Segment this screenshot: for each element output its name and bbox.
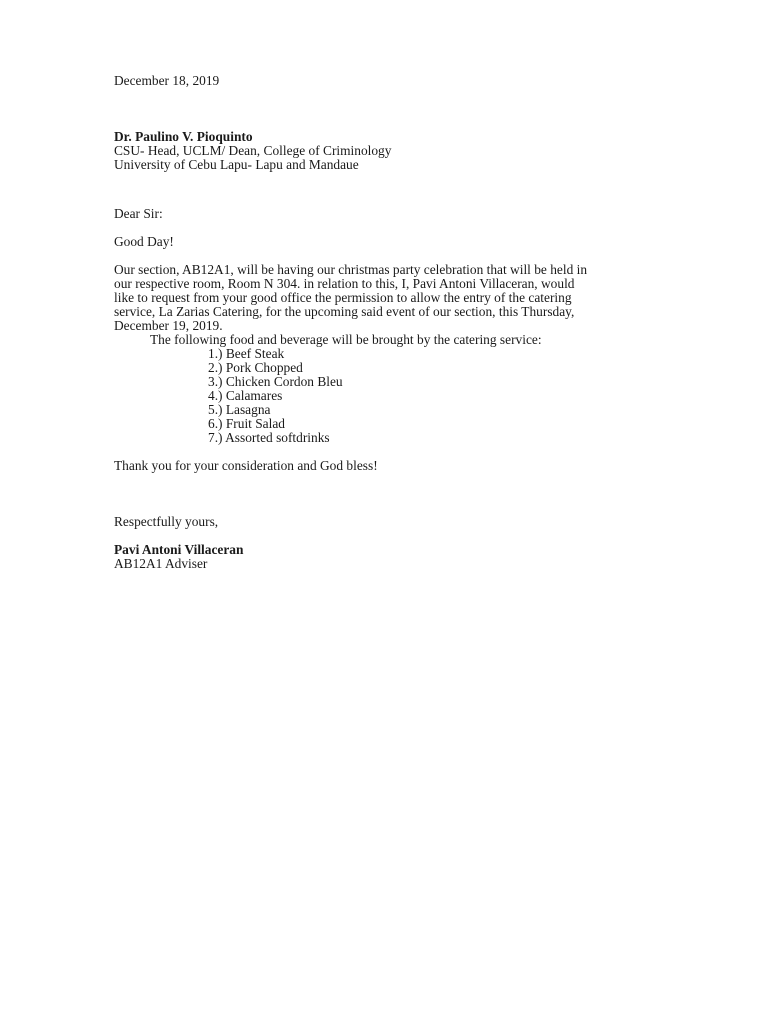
list-intro: The following food and beverage will be brought by the catering service: — [150, 332, 542, 347]
thanks-line: Thank you for your consideration and God bless! — [114, 458, 378, 473]
body-paragraph — [114, 263, 654, 333]
list-item: 7.) Assorted softdrinks — [208, 430, 330, 445]
recipient-position: CSU- Head, UCLM/ Dean, College of Criminology — [114, 143, 392, 158]
body-line: service, La Zarias Catering, for the upcoming said event of our section, this Thursday, — [114, 304, 575, 319]
body-line: December 19, 2019. — [114, 318, 223, 333]
greeting: Good Day! — [114, 234, 174, 249]
letter-page — [114, 74, 654, 571]
letter-date: December 18, 2019 — [114, 73, 220, 88]
list-item: 3.) Chicken Cordon Bleu — [208, 374, 343, 389]
closing: Respectfully yours, — [114, 514, 219, 529]
food-list — [114, 347, 654, 445]
list-item: 1.) Beef Steak — [208, 346, 285, 361]
recipient-institution: University of Cebu Lapu- Lapu and Mandaue — [114, 157, 359, 172]
list-item: 5.) Lasagna — [208, 402, 271, 417]
signatory-title: AB12A1 Adviser — [114, 556, 208, 571]
list-item: 6.) Fruit Salad — [208, 416, 285, 431]
salutation: Dear Sir: — [114, 206, 163, 221]
body-line: Our section, AB12A1, will be having our christmas party celebration that will be held in — [114, 262, 588, 277]
list-item: 2.) Pork Chopped — [208, 360, 303, 375]
body-line: our respective room, Room N 304. in relation to this, I, Pavi Antoni Villaceran, would — [114, 276, 575, 291]
list-item: 4.) Calamares — [208, 388, 283, 403]
signatory-name: Pavi Antoni Villaceran — [114, 542, 244, 557]
recipient-name: Dr. Paulino V. Pioquinto — [114, 129, 253, 144]
body-line: like to request from your good office the permission to allow the entry of the catering — [114, 290, 572, 305]
